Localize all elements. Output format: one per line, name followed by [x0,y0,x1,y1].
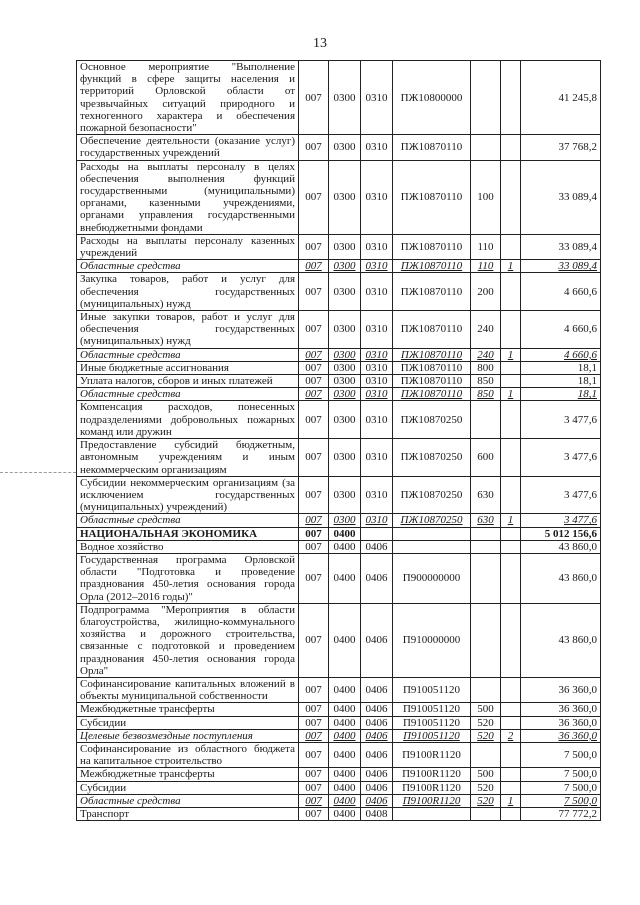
source-code-cell [501,553,521,603]
table-row [77,540,601,553]
row-name-cell: Областные средства [77,348,299,361]
subsection-code-cell: 0406 [361,677,393,702]
source-code-cell [501,768,521,781]
amount-cell: 43 860,0 [521,540,601,553]
target-article-cell: ПЖ10870110 [393,260,471,273]
amount-cell: 3 477,6 [521,476,601,514]
section-code-cell: 0300 [329,61,361,135]
amount-cell: 36 360,0 [521,677,601,702]
table-row [77,234,601,259]
subsection-code-cell: 0406 [361,768,393,781]
section-code-cell: 0400 [329,742,361,767]
amount-cell: 5 012 156,6 [521,527,601,540]
table-row [77,476,601,514]
section-code-cell: 0400 [329,794,361,807]
amount-cell: 18,1 [521,375,601,388]
expense-type-cell: 520 [471,781,501,794]
section-code-cell: 0300 [329,135,361,160]
section-code-cell: 0300 [329,388,361,401]
target-article-cell: ПЖ10870110 [393,388,471,401]
amount-cell: 77 772,2 [521,807,601,820]
source-code-cell [501,807,521,820]
expense-type-cell: 630 [471,476,501,514]
subsection-code-cell: 0406 [361,540,393,553]
section-code-cell: 0300 [329,476,361,514]
source-code-cell [501,781,521,794]
expense-type-cell [471,401,501,439]
section-code-cell: 0400 [329,527,361,540]
subsection-code-cell: 0310 [361,375,393,388]
expense-type-cell [471,807,501,820]
section-code-cell: 0400 [329,768,361,781]
table-row [77,794,601,807]
section-code-cell: 0400 [329,677,361,702]
amount-cell: 3 477,6 [521,514,601,527]
row-name-cell: Расходы на выплаты персоналу казенных учреждений [77,234,299,259]
source-code-cell: 1 [501,794,521,807]
table-row [77,61,601,135]
ministry-code-cell: 007 [299,273,329,311]
target-article-cell: П910051120 [393,703,471,716]
subsection-code-cell: 0310 [361,348,393,361]
margin-dashed-line [0,472,76,473]
subsection-code-cell: 0310 [361,311,393,349]
section-code-cell: 0300 [329,260,361,273]
source-code-cell: 1 [501,388,521,401]
subsection-code-cell: 0310 [361,260,393,273]
subsection-code-cell: 0310 [361,388,393,401]
target-article-cell: П9100R1120 [393,781,471,794]
expense-type-cell [471,540,501,553]
table-row [77,603,601,677]
source-code-cell [501,273,521,311]
target-article-cell: П900000000 [393,553,471,603]
ministry-code-cell: 007 [299,388,329,401]
ministry-code-cell: 007 [299,716,329,729]
row-name-cell: Обеспечение деятельности (оказание услуг) государственных учреждений [77,135,299,160]
subsection-code-cell: 0310 [361,439,393,477]
ministry-code-cell: 007 [299,61,329,135]
row-name-cell: Целевые безвозмездные поступления [77,729,299,742]
source-code-cell [501,716,521,729]
amount-cell: 33 089,4 [521,234,601,259]
expense-type-cell: 200 [471,273,501,311]
section-code-cell: 0400 [329,807,361,820]
ministry-code-cell: 007 [299,807,329,820]
row-name-cell: Иные бюджетные ассигнования [77,361,299,374]
table-row [77,361,601,374]
subsection-code-cell: 0310 [361,160,393,234]
amount-cell: 36 360,0 [521,716,601,729]
table-row [77,729,601,742]
ministry-code-cell: 007 [299,768,329,781]
table-row [77,273,601,311]
expense-type-cell: 520 [471,794,501,807]
ministry-code-cell: 007 [299,742,329,767]
target-article-cell: П910051120 [393,729,471,742]
ministry-code-cell: 007 [299,476,329,514]
amount-cell: 18,1 [521,388,601,401]
table-row [77,439,601,477]
expense-type-cell: 520 [471,716,501,729]
source-code-cell [501,476,521,514]
amount-cell: 18,1 [521,361,601,374]
amount-cell: 7 500,0 [521,768,601,781]
expense-type-cell: 520 [471,729,501,742]
amount-cell: 33 089,4 [521,260,601,273]
expense-type-cell: 100 [471,160,501,234]
row-name-cell: Основное мероприятие "Выполнение функций в сфере защиты населения и территорий Орловской области от чрезвычайных ситуаций природного и техногенного характера и обеспечения пожарной безопасности" [77,61,299,135]
table-row [77,716,601,729]
source-code-cell [501,439,521,477]
amount-cell: 36 360,0 [521,729,601,742]
subsection-code-cell: 0310 [361,514,393,527]
row-name-cell: НАЦИОНАЛЬНАЯ ЭКОНОМИКА [77,527,299,540]
source-code-cell: 1 [501,514,521,527]
expense-type-cell [471,742,501,767]
target-article-cell: ПЖ10870110 [393,361,471,374]
amount-cell: 43 860,0 [521,553,601,603]
ministry-code-cell: 007 [299,514,329,527]
target-article-cell: ПЖ10870110 [393,135,471,160]
ministry-code-cell: 007 [299,160,329,234]
section-code-cell: 0300 [329,311,361,349]
row-name-cell: Водное хозяйство [77,540,299,553]
target-article-cell: П910051120 [393,716,471,729]
source-code-cell [501,311,521,349]
section-code-cell: 0400 [329,703,361,716]
section-code-cell: 0300 [329,439,361,477]
table-row [77,375,601,388]
subsection-code-cell [361,527,393,540]
subsection-code-cell: 0406 [361,742,393,767]
section-code-cell: 0400 [329,781,361,794]
row-name-cell: Расходы на выплаты персоналу в целях обеспечения выполнения функций государственными (муниципальными) органами, казенными учреждениями, органами управления государственными внебюджетными фондами [77,160,299,234]
target-article-cell: ПЖ10870110 [393,311,471,349]
row-name-cell: Компенсация расходов, понесенных подразделениями добровольных пожарных команд или дружин [77,401,299,439]
expense-type-cell: 800 [471,361,501,374]
section-code-cell: 0400 [329,553,361,603]
section-code-cell: 0300 [329,401,361,439]
table-row [77,677,601,702]
expense-type-cell [471,677,501,702]
section-code-cell: 0300 [329,375,361,388]
amount-cell: 33 089,4 [521,160,601,234]
ministry-code-cell: 007 [299,311,329,349]
subsection-code-cell: 0310 [361,61,393,135]
amount-cell: 43 860,0 [521,603,601,677]
target-article-cell: ПЖ10870250 [393,476,471,514]
target-article-cell: ПЖ10870250 [393,514,471,527]
target-article-cell: П9100R1120 [393,794,471,807]
source-code-cell [501,703,521,716]
target-article-cell [393,807,471,820]
amount-cell: 41 245,8 [521,61,601,135]
target-article-cell: ПЖ10870110 [393,273,471,311]
table-row [77,401,601,439]
table-row [77,768,601,781]
source-code-cell: 1 [501,348,521,361]
subsection-code-cell: 0406 [361,794,393,807]
target-article-cell: ПЖ10870110 [393,348,471,361]
expense-type-cell [471,553,501,603]
table-row [77,553,601,603]
row-name-cell: Софинансирование из областного бюджета на капитальное строительство [77,742,299,767]
source-code-cell: 2 [501,729,521,742]
source-code-cell [501,61,521,135]
section-code-cell: 0400 [329,603,361,677]
amount-cell: 4 660,6 [521,348,601,361]
table-row [77,781,601,794]
row-name-cell: Софинансирование капитальных вложений в объекты муниципальной собственности [77,677,299,702]
amount-cell: 37 768,2 [521,135,601,160]
expense-type-cell [471,61,501,135]
amount-cell: 4 660,6 [521,273,601,311]
target-article-cell: ПЖ10870110 [393,234,471,259]
subsection-code-cell: 0310 [361,273,393,311]
ministry-code-cell: 007 [299,361,329,374]
subsection-code-cell: 0406 [361,703,393,716]
ministry-code-cell: 007 [299,234,329,259]
row-name-cell: Иные закупки товаров, работ и услуг для обеспечения государственных (муниципальных) нужд [77,311,299,349]
ministry-code-cell: 007 [299,603,329,677]
table-row [77,703,601,716]
subsection-code-cell: 0310 [361,476,393,514]
subsection-code-cell: 0310 [361,135,393,160]
ministry-code-cell: 007 [299,553,329,603]
source-code-cell [501,527,521,540]
table-row [77,742,601,767]
subsection-code-cell: 0406 [361,729,393,742]
subsection-code-cell: 0406 [361,553,393,603]
page-number: 13 [313,36,327,51]
table-row [77,135,601,160]
expense-type-cell: 850 [471,388,501,401]
source-code-cell [501,234,521,259]
subsection-code-cell: 0406 [361,781,393,794]
section-code-cell: 0400 [329,716,361,729]
ministry-code-cell: 007 [299,729,329,742]
expense-type-cell: 630 [471,514,501,527]
expense-type-cell [471,135,501,160]
ministry-code-cell: 007 [299,260,329,273]
section-code-cell: 0400 [329,729,361,742]
table-row [77,348,601,361]
source-code-cell: 1 [501,260,521,273]
row-name-cell: Подпрограмма "Мероприятия в области благоустройства, жилищно-коммунального хозяйства и дорожного строительства, связанные с подготовкой и проведением празднования 450-летия основания города Орла" [77,603,299,677]
subsection-code-cell: 0406 [361,603,393,677]
row-name-cell: Субсидии некоммерческим организациям (за исключением государственных (муниципальных) учреждений) [77,476,299,514]
expense-type-cell [471,527,501,540]
ministry-code-cell: 007 [299,703,329,716]
ministry-code-cell: 007 [299,439,329,477]
subsection-code-cell: 0310 [361,234,393,259]
source-code-cell [501,603,521,677]
target-article-cell: ПЖ10870250 [393,439,471,477]
row-name-cell: Областные средства [77,388,299,401]
ministry-code-cell: 007 [299,527,329,540]
section-code-cell: 0300 [329,514,361,527]
subsection-code-cell: 0408 [361,807,393,820]
expense-type-cell: 240 [471,348,501,361]
expense-type-cell: 500 [471,768,501,781]
table-row [77,527,601,540]
amount-cell: 7 500,0 [521,794,601,807]
source-code-cell [501,742,521,767]
amount-cell: 7 500,0 [521,742,601,767]
target-article-cell: ПЖ10870250 [393,401,471,439]
row-name-cell: Транспорт [77,807,299,820]
section-code-cell: 0300 [329,273,361,311]
target-article-cell: П9100R1120 [393,768,471,781]
table-row [77,260,601,273]
subsection-code-cell: 0310 [361,401,393,439]
ministry-code-cell: 007 [299,348,329,361]
source-code-cell [501,540,521,553]
target-article-cell: П910000000 [393,603,471,677]
ministry-code-cell: 007 [299,375,329,388]
expense-type-cell: 850 [471,375,501,388]
table-row [77,311,601,349]
row-name-cell: Государственная программа Орловской области "Подготовка и проведение празднования 450-летия основания города Орла (2012–2016 годы)" [77,553,299,603]
target-article-cell: П9100R1120 [393,742,471,767]
source-code-cell [501,375,521,388]
row-name-cell: Предоставление субсидий бюджетным, автономным учреждениям и иным некоммерческим организациям [77,439,299,477]
ministry-code-cell: 007 [299,677,329,702]
row-name-cell: Закупка товаров, работ и услуг для обеспечения государственных (муниципальных) нужд [77,273,299,311]
budget-table [76,60,601,821]
ministry-code-cell: 007 [299,794,329,807]
row-name-cell: Межбюджетные трансферты [77,768,299,781]
ministry-code-cell: 007 [299,135,329,160]
target-article-cell: ПЖ10800000 [393,61,471,135]
expense-type-cell: 600 [471,439,501,477]
table-row [77,514,601,527]
target-article-cell: ПЖ10870110 [393,375,471,388]
expense-type-cell [471,603,501,677]
source-code-cell [501,135,521,160]
amount-cell: 3 477,6 [521,401,601,439]
amount-cell: 3 477,6 [521,439,601,477]
expense-type-cell: 110 [471,234,501,259]
section-code-cell: 0300 [329,160,361,234]
target-article-cell [393,527,471,540]
row-name-cell: Межбюджетные трансферты [77,703,299,716]
ministry-code-cell: 007 [299,401,329,439]
table-row [77,160,601,234]
section-code-cell: 0300 [329,361,361,374]
section-code-cell: 0400 [329,540,361,553]
source-code-cell [501,401,521,439]
budget-table-body [77,61,601,821]
row-name-cell: Областные средства [77,794,299,807]
target-article-cell: П910051120 [393,677,471,702]
source-code-cell [501,677,521,702]
source-code-cell [501,160,521,234]
expense-type-cell: 500 [471,703,501,716]
expense-type-cell: 240 [471,311,501,349]
ministry-code-cell: 007 [299,540,329,553]
row-name-cell: Уплата налогов, сборов и иных платежей [77,375,299,388]
table-row [77,388,601,401]
row-name-cell: Субсидии [77,716,299,729]
amount-cell: 36 360,0 [521,703,601,716]
row-name-cell: Субсидии [77,781,299,794]
source-code-cell [501,361,521,374]
row-name-cell: Областные средства [77,514,299,527]
amount-cell: 4 660,6 [521,311,601,349]
amount-cell: 7 500,0 [521,781,601,794]
section-code-cell: 0300 [329,234,361,259]
subsection-code-cell: 0310 [361,361,393,374]
expense-type-cell: 110 [471,260,501,273]
subsection-code-cell: 0406 [361,716,393,729]
table-row [77,807,601,820]
row-name-cell: Областные средства [77,260,299,273]
target-article-cell: ПЖ10870110 [393,160,471,234]
section-code-cell: 0300 [329,348,361,361]
ministry-code-cell: 007 [299,781,329,794]
target-article-cell [393,540,471,553]
